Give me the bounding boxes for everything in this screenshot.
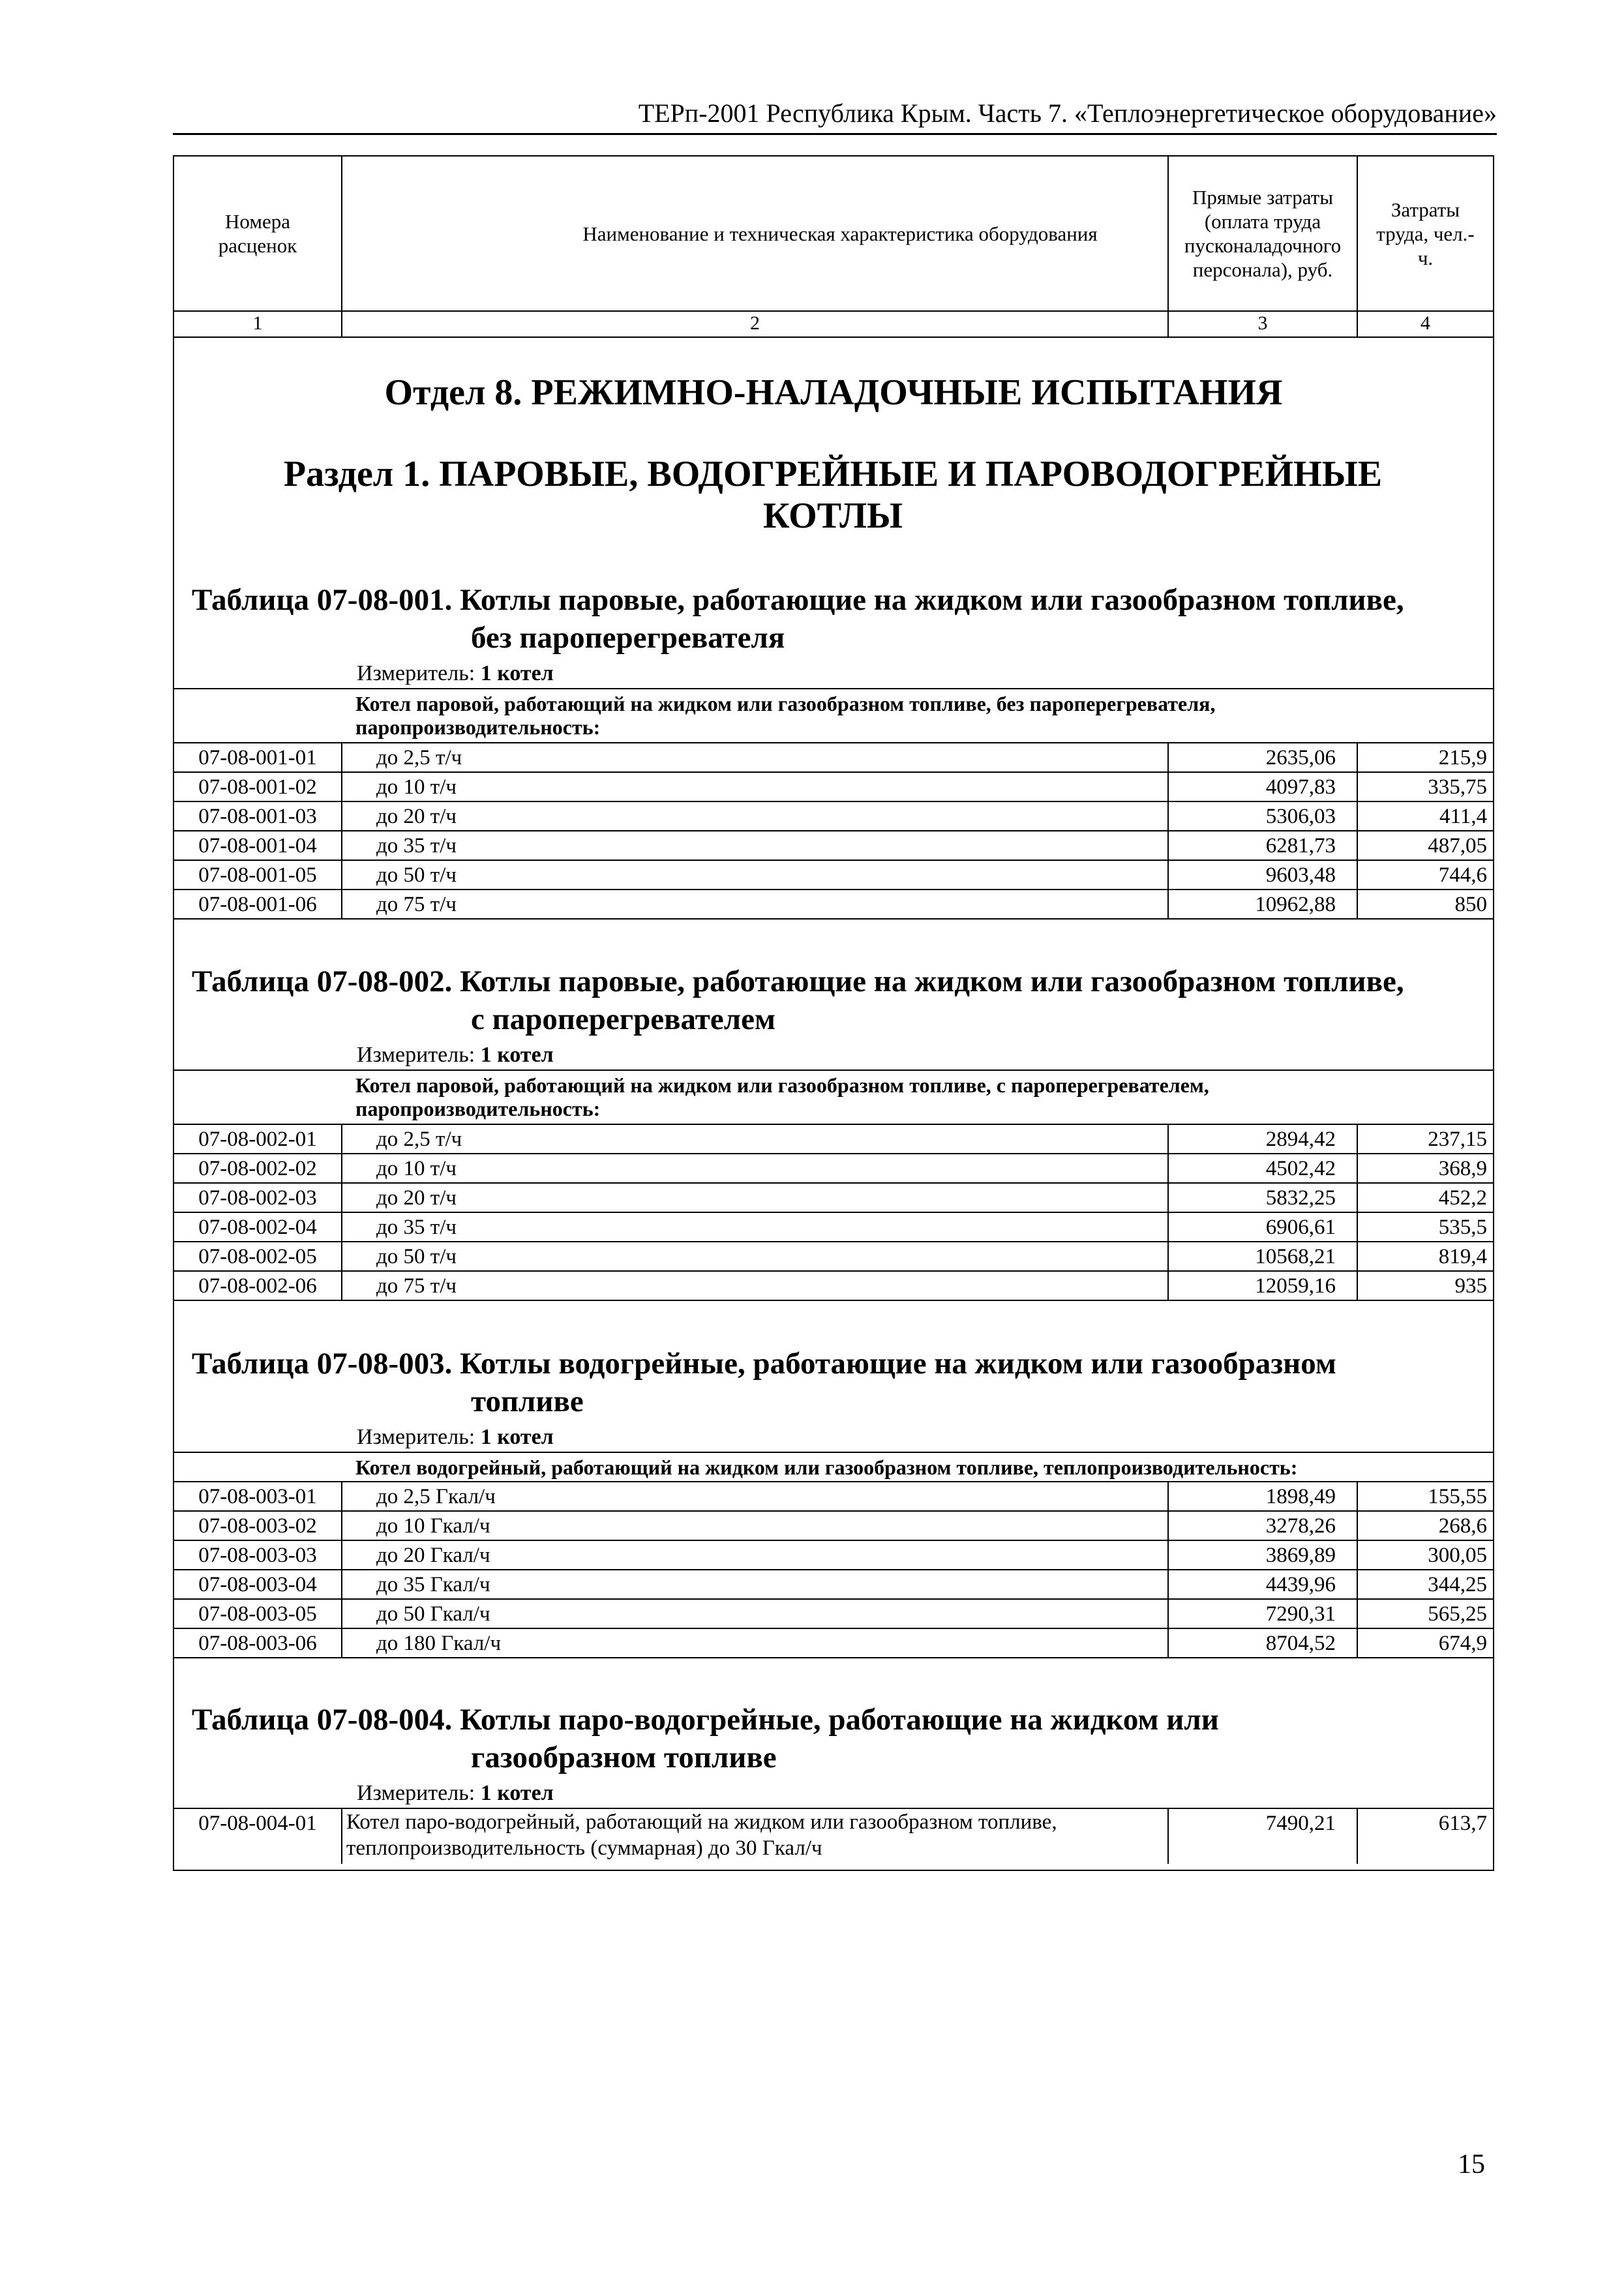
table-row: 07-08-001-06 до 75 т/ч 10962,88 850 [174,889,1493,920]
col-number-4: 4 [1421,312,1430,334]
table-row: 07-08-001-01 до 2,5 т/ч 2635,06 215,9 [174,742,1493,773]
table-title-cont: газообразном топливе [471,1741,777,1774]
table-row: 07-08-002-01 до 2,5 т/ч 2894,42 237,15 [174,1124,1493,1154]
table-row: 07-08-001-05 до 50 т/ч 9603,48 744,6 [174,860,1493,890]
group-header: Котел паровой, работающий на жидком или газообразном топливе, с пароперегревателем, паропроизводительность: [174,1070,1493,1124]
page-number: 15 [1458,2149,1485,2179]
table-title: Таблица 07-08-003. Котлы водогрейные, работающие на жидком или газообразном [192,1347,1336,1381]
table-row: 07-08-003-02 до 10 Гкал/ч 3278,26 268,6 [174,1510,1493,1541]
measure-line: Измеритель: 1 котел [357,661,554,685]
col-header-cost: Прямые затраты (оплата труда пусконаладочного персонала), руб. [1184,186,1342,281]
table-title-cont: без пароперегревателя [471,621,785,655]
table-title: Таблица 07-08-001. Котлы паровые, работающие на жидком или газообразном топливе, [192,583,1404,617]
main-table-frame [173,155,1494,1871]
table-row: 07-08-002-02 до 10 т/ч 4502,42 368,9 [174,1153,1493,1184]
table-row: 07-08-003-06 до 180 Гкал/ч 8704,52 674,9 [174,1628,1493,1658]
table-row: 07-08-002-05 до 50 т/ч 10568,21 819,4 [174,1241,1493,1272]
table-row: 07-08-002-06 до 75 т/ч 12059,16 935 [174,1270,1493,1301]
header-vline-1 [341,157,342,337]
measure-line: Измеритель: 1 котел [357,1043,554,1067]
table-row: 07-08-003-03 до 20 Гкал/ч 3869,89 300,05 [174,1540,1493,1570]
col-number-3: 3 [1257,312,1268,334]
measure-line: Измеритель: 1 котел [357,1781,554,1805]
section-title: Раздел 1. ПАРОВЫЕ, ВОДОГРЕЙНЫЕ И ПАРОВОДОГРЕЙНЫЕ КОТЛЫ [283,454,1383,536]
table-row: 07-08-002-03 до 20 т/ч 5832,25 452,2 [174,1182,1493,1213]
table-row: 07-08-002-04 до 35 т/ч 6906,61 535,5 [174,1212,1493,1242]
table-title: Таблица 07-08-002. Котлы паровые, работающие на жидком или газообразном топливе, [192,965,1404,998]
header-vline-2 [1167,157,1169,337]
running-header: ТЕРп-2001 Республика Крым. Часть 7. «Теплоэнергетическое оборудование» [638,98,1497,128]
table-title-cont: топливе [471,1384,584,1418]
table-title-cont: с пароперегревателем [471,1002,775,1036]
table-title: Таблица 07-08-004. Котлы паро-водогрейные, работающие на жидком или [192,1703,1219,1737]
col-number-1: 1 [252,312,263,334]
table-row: 07-08-001-03 до 20 т/ч 5306,03 411,4 [174,801,1493,831]
col-header-labor: Затраты труда, чел.-ч. [1376,198,1475,269]
department-title: Отдел 8. РЕЖИМНО-НАЛАДОЧНЫЕ ИСПЫТАНИЯ [384,372,1283,413]
table-row: 07-08-003-04 до 35 Гкал/ч 4439,96 344,25 [174,1569,1493,1600]
table-row: 07-08-003-05 до 50 Гкал/ч 7290,31 565,25 [174,1598,1493,1629]
group-header: Котел паровой, работающий на жидком или газообразном топливе, без пароперегревателя, паропроизводительность: [174,688,1493,742]
header-vline-3 [1357,157,1358,337]
table-row: 07-08-001-02 до 10 т/ч 4097,83 335,75 [174,771,1493,802]
header-divider [174,310,1493,312]
col-header-codes: Номера расценок [218,210,297,257]
table-row: 07-08-001-04 до 35 т/ч 6281,73 487,05 [174,830,1493,861]
table-row: 07-08-003-01 до 2,5 Гкал/ч 1898,49 155,55 [174,1481,1493,1512]
header-rule [173,133,1497,135]
col-header-name: Наименование и техническая характеристика оборудования [582,222,1098,245]
column-numbers-divider [174,337,1493,338]
measure-line: Измеритель: 1 котел [357,1425,554,1449]
table-row: 07-08-004-01 Котел паро-водогрейный, работающий на жидком или газообразном топливе, теплопроизводительность (суммарная) до 30 Гкал/ч 7490,21 613,7 [174,1808,1493,1865]
col-number-2: 2 [750,312,760,334]
group-header: Котел водогрейный, работающий на жидком или газообразном топливе, теплопроизводительность: [174,1452,1493,1481]
